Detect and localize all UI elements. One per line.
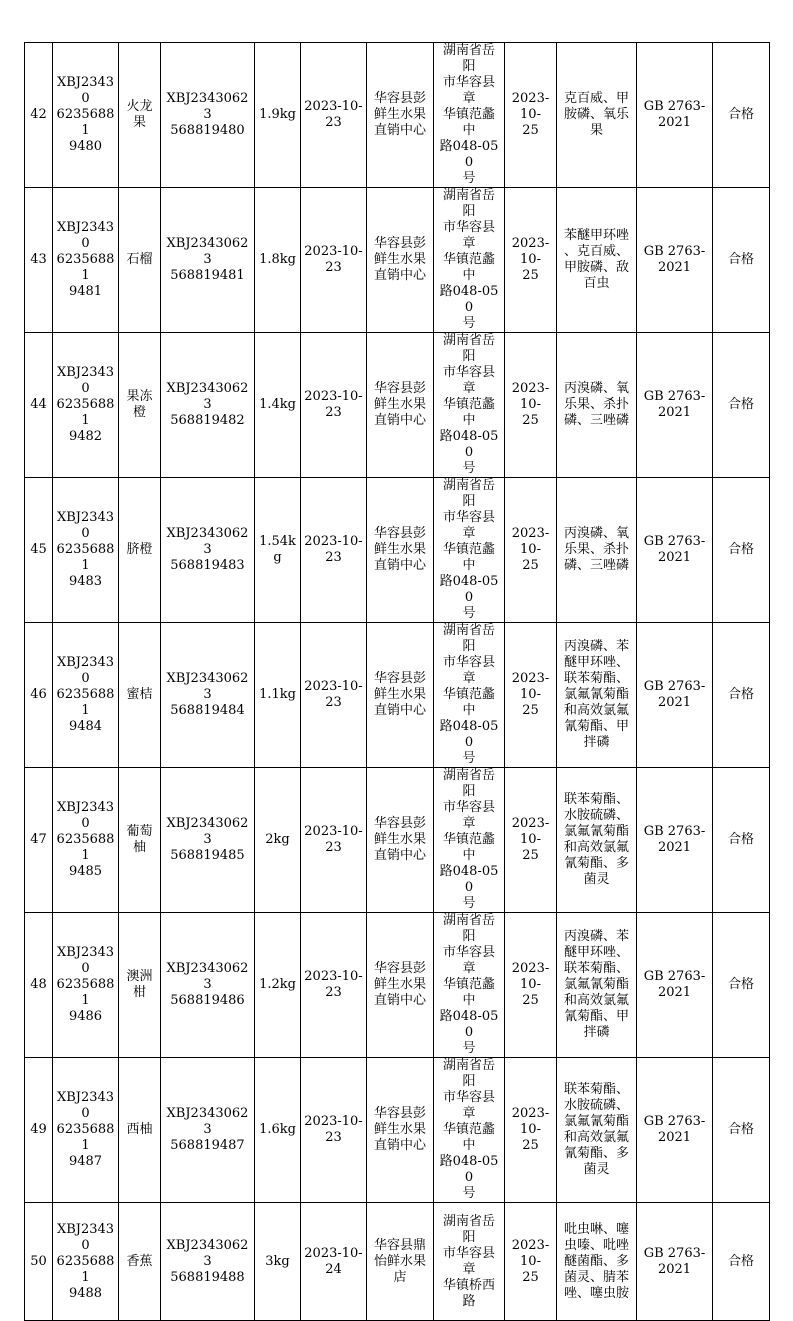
- sample-id-cell: XBJ23430 62356881 9483: [53, 478, 119, 623]
- result-cell: 合格: [713, 623, 770, 768]
- seller-cell: 华容县彭 鲜生水果 直销中心: [367, 768, 434, 913]
- test-items-cell: 联苯菊酯、 水胺硫磷、 氯氟氰菊酯 和高效氯氟 氰菊酯、多 菌灵: [557, 1058, 637, 1203]
- weight-cell: 1.9kg: [255, 43, 301, 188]
- seller-cell: 华容县彭 鲜生水果 直销中心: [367, 623, 434, 768]
- seller-cell: 华容县彭 鲜生水果 直销中心: [367, 188, 434, 333]
- production-date-cell: 2023-10- 23: [301, 43, 367, 188]
- test-items-cell: 丙溴磷、氧 乐果、杀扑 磷、三唑磷: [557, 333, 637, 478]
- production-date-cell: 2023-10- 23: [301, 768, 367, 913]
- sample-id-cell: XBJ23430 62356881 9486: [53, 913, 119, 1058]
- product-name-cell: 果冻橙: [119, 333, 161, 478]
- report-id-cell: XBJ23430623 568819480: [161, 43, 255, 188]
- table-row: [25, 1203, 770, 1321]
- weight-cell: 1.54kg: [255, 478, 301, 623]
- test-items-cell: 吡虫啉、噻 虫嗪、吡唑 醚菌酯、多 菌灵、腈苯 唑、噻虫胺: [557, 1203, 637, 1321]
- row-number: 47: [25, 768, 53, 913]
- test-date-cell: 2023-10- 25: [505, 478, 557, 623]
- standard-cell: GB 2763- 2021: [637, 478, 713, 623]
- sample-id-cell: XBJ23430 62356881 9481: [53, 188, 119, 333]
- test-items-cell: 克百威、甲 胺磷、氧乐 果: [557, 43, 637, 188]
- address-cell: 湖南省岳阳 市华容县章 华镇桥西路: [434, 1203, 505, 1321]
- production-date-cell: 2023-10- 23: [301, 623, 367, 768]
- test-items-cell: 丙溴磷、氧 乐果、杀扑 磷、三唑磷: [557, 478, 637, 623]
- address-cell: 湖南省岳阳 市华容县章 华镇范蠡中 路048-050 号: [434, 478, 505, 623]
- test-date-cell: 2023-10- 25: [505, 623, 557, 768]
- product-name-cell: 火龙果: [119, 43, 161, 188]
- address-cell: 湖南省岳阳 市华容县章 华镇范蠡中 路048-050 号: [434, 913, 505, 1058]
- seller-cell: 华容县鼎 怡鲜水果 店: [367, 1203, 434, 1321]
- product-name-cell: 香蕉: [119, 1203, 161, 1321]
- test-items-cell: 丙溴磷、苯 醚甲环唑、 联苯菊酯、 氯氟氰菊酯 和高效氯氟 氰菊酯、甲 拌磷: [557, 623, 637, 768]
- test-items-cell: 苯醚甲环唑 、克百威、 甲胺磷、敌 百虫: [557, 188, 637, 333]
- report-id-cell: XBJ23430623 568819486: [161, 913, 255, 1058]
- table-row: [25, 478, 770, 623]
- row-number: 45: [25, 478, 53, 623]
- weight-cell: 1.2kg: [255, 913, 301, 1058]
- address-cell: 湖南省岳阳 市华容县章 华镇范蠡中 路048-050 号: [434, 188, 505, 333]
- result-cell: 合格: [713, 1058, 770, 1203]
- production-date-cell: 2023-10- 23: [301, 478, 367, 623]
- production-date-cell: 2023-10- 23: [301, 913, 367, 1058]
- sample-id-cell: XBJ23430 62356881 9488: [53, 1203, 119, 1321]
- result-cell: 合格: [713, 1203, 770, 1321]
- report-id-cell: XBJ23430623 568819487: [161, 1058, 255, 1203]
- test-date-cell: 2023-10- 25: [505, 188, 557, 333]
- product-name-cell: 西柚: [119, 1058, 161, 1203]
- result-cell: 合格: [713, 768, 770, 913]
- standard-cell: GB 2763- 2021: [637, 913, 713, 1058]
- standard-cell: GB 2763- 2021: [637, 623, 713, 768]
- test-date-cell: 2023-10- 25: [505, 333, 557, 478]
- product-name-cell: 葡萄柚: [119, 768, 161, 913]
- product-name-cell: 脐橙: [119, 478, 161, 623]
- test-items-cell: 丙溴磷、苯 醚甲环唑、 联苯菊酯、 氯氟氰菊酯 和高效氯氟 氰菊酯、甲 拌磷: [557, 913, 637, 1058]
- seller-cell: 华容县彭 鲜生水果 直销中心: [367, 1058, 434, 1203]
- address-cell: 湖南省岳阳 市华容县章 华镇范蠡中 路048-050 号: [434, 768, 505, 913]
- report-id-cell: XBJ23430623 568819488: [161, 1203, 255, 1321]
- test-items-cell: 联苯菊酯、 水胺硫磷、 氯氟氰菊酯 和高效氯氟 氰菊酯、多 菌灵: [557, 768, 637, 913]
- weight-cell: 1.4kg: [255, 333, 301, 478]
- row-number: 48: [25, 913, 53, 1058]
- standard-cell: GB 2763- 2021: [637, 1203, 713, 1321]
- row-number: 43: [25, 188, 53, 333]
- production-date-cell: 2023-10- 23: [301, 333, 367, 478]
- production-date-cell: 2023-10- 23: [301, 1058, 367, 1203]
- product-name-cell: 石榴: [119, 188, 161, 333]
- weight-cell: 2kg: [255, 768, 301, 913]
- product-name-cell: 澳洲柑: [119, 913, 161, 1058]
- table-row: [25, 188, 770, 333]
- sample-id-cell: XBJ23430 62356881 9484: [53, 623, 119, 768]
- address-cell: 湖南省岳阳 市华容县章 华镇范蠡中 路048-050 号: [434, 43, 505, 188]
- table-row: [25, 43, 770, 188]
- sample-id-cell: XBJ23430 62356881 9487: [53, 1058, 119, 1203]
- sample-id-cell: XBJ23430 62356881 9482: [53, 333, 119, 478]
- results-table: [24, 42, 770, 1321]
- test-date-cell: 2023-10- 25: [505, 1203, 557, 1321]
- address-cell: 湖南省岳阳 市华容县章 华镇范蠡中 路048-050 号: [434, 333, 505, 478]
- seller-cell: 华容县彭 鲜生水果 直销中心: [367, 43, 434, 188]
- seller-cell: 华容县彭 鲜生水果 直销中心: [367, 913, 434, 1058]
- result-cell: 合格: [713, 43, 770, 188]
- report-id-cell: XBJ23430623 568819482: [161, 333, 255, 478]
- row-number: 50: [25, 1203, 53, 1321]
- report-id-cell: XBJ23430623 568819485: [161, 768, 255, 913]
- address-cell: 湖南省岳阳 市华容县章 华镇范蠡中 路048-050 号: [434, 623, 505, 768]
- table-row: [25, 333, 770, 478]
- result-cell: 合格: [713, 188, 770, 333]
- result-cell: 合格: [713, 913, 770, 1058]
- address-cell: 湖南省岳阳 市华容县章 华镇范蠡中 路048-050 号: [434, 1058, 505, 1203]
- standard-cell: GB 2763- 2021: [637, 333, 713, 478]
- weight-cell: 3kg: [255, 1203, 301, 1321]
- row-number: 44: [25, 333, 53, 478]
- seller-cell: 华容县彭 鲜生水果 直销中心: [367, 333, 434, 478]
- production-date-cell: 2023-10- 23: [301, 188, 367, 333]
- row-number: 42: [25, 43, 53, 188]
- result-cell: 合格: [713, 333, 770, 478]
- table-row: [25, 1058, 770, 1203]
- test-date-cell: 2023-10- 25: [505, 1058, 557, 1203]
- row-number: 46: [25, 623, 53, 768]
- sample-id-cell: XBJ23430 62356881 9485: [53, 768, 119, 913]
- standard-cell: GB 2763- 2021: [637, 188, 713, 333]
- product-name-cell: 蜜桔: [119, 623, 161, 768]
- weight-cell: 1.8kg: [255, 188, 301, 333]
- sample-id-cell: XBJ23430 62356881 9480: [53, 43, 119, 188]
- result-cell: 合格: [713, 478, 770, 623]
- weight-cell: 1.6kg: [255, 1058, 301, 1203]
- test-date-cell: 2023-10- 25: [505, 913, 557, 1058]
- test-date-cell: 2023-10- 25: [505, 43, 557, 188]
- test-date-cell: 2023-10- 25: [505, 768, 557, 913]
- report-id-cell: XBJ23430623 568819483: [161, 478, 255, 623]
- table-body: [25, 43, 770, 1321]
- standard-cell: GB 2763- 2021: [637, 1058, 713, 1203]
- seller-cell: 华容县彭 鲜生水果 直销中心: [367, 478, 434, 623]
- row-number: 49: [25, 1058, 53, 1203]
- table-row: [25, 623, 770, 768]
- standard-cell: GB 2763- 2021: [637, 768, 713, 913]
- table-row: [25, 768, 770, 913]
- report-id-cell: XBJ23430623 568819481: [161, 188, 255, 333]
- production-date-cell: 2023-10- 24: [301, 1203, 367, 1321]
- weight-cell: 1.1kg: [255, 623, 301, 768]
- standard-cell: GB 2763- 2021: [637, 43, 713, 188]
- report-id-cell: XBJ23430623 568819484: [161, 623, 255, 768]
- table-row: [25, 913, 770, 1058]
